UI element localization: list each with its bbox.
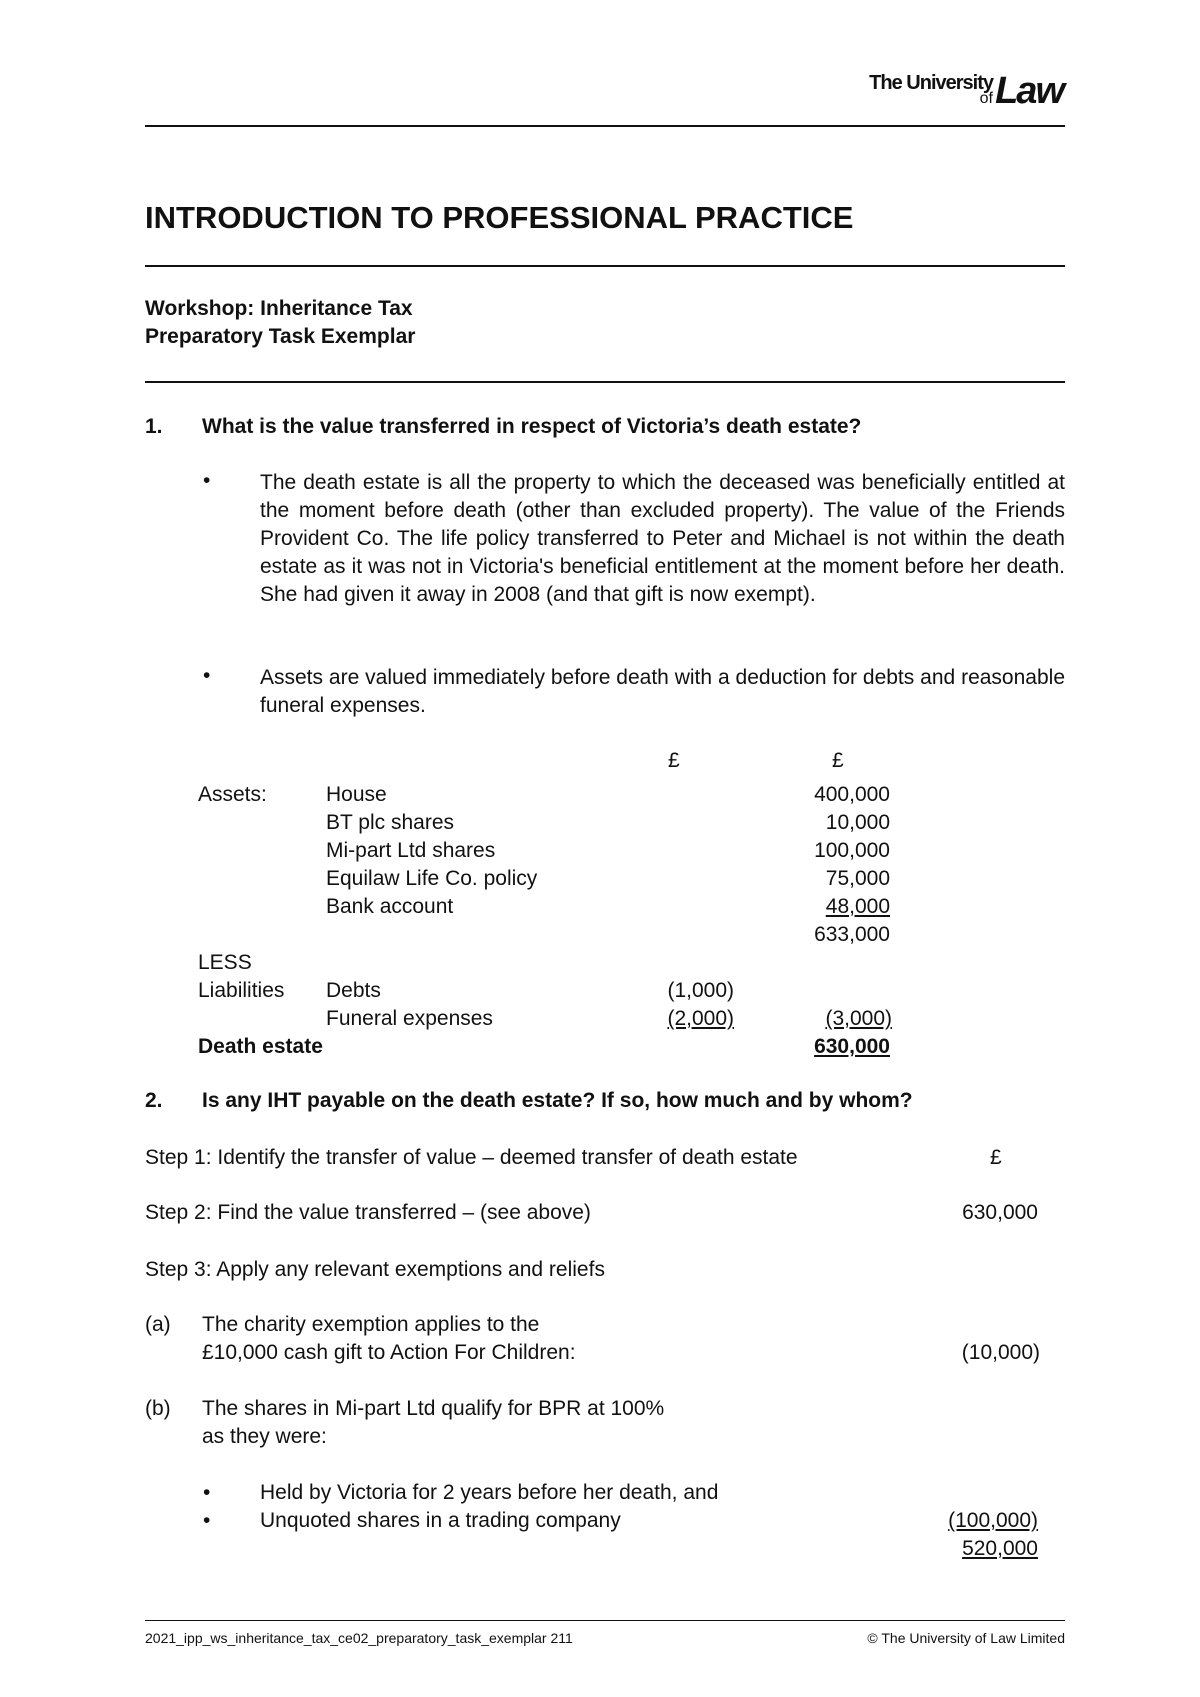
item-b-bullet-2-marker: • xyxy=(203,1509,211,1532)
funeral-label: Funeral expenses xyxy=(326,1007,493,1030)
page-title: INTRODUCTION TO PROFESSIONAL PRACTICE xyxy=(145,200,854,235)
bullet-2-marker: • xyxy=(203,664,211,687)
question-1-text: What is the value transferred in respect of Victoria’s death estate? xyxy=(202,415,862,438)
item-b-value xyxy=(880,1509,1038,1533)
asset-value-bt-shares: 10,000 xyxy=(825,811,890,834)
item-a-label: (a) xyxy=(145,1313,171,1336)
bullet-1-marker: • xyxy=(203,469,211,492)
bank-account-value-text: 48,000 xyxy=(825,895,890,918)
funeral-value-text: (2,000) xyxy=(667,1007,734,1030)
subtotal-value-text: 520,000 xyxy=(962,1537,1038,1560)
asset-name-house: House xyxy=(326,783,387,806)
assets-label: Assets: xyxy=(198,783,267,806)
footer-copyright: © The University of Law Limited xyxy=(867,1630,1065,1646)
header-rule xyxy=(145,125,1065,127)
asset-value-equilaw-policy: 75,000 xyxy=(825,867,890,890)
item-a-value: (10,000) xyxy=(961,1341,1040,1364)
assets-total: 633,000 xyxy=(814,923,890,946)
logo-line-3: Law xyxy=(995,70,1063,112)
debts-label: Debts xyxy=(326,979,381,1002)
subtitle-rule xyxy=(145,381,1065,383)
question-2-number: 2. xyxy=(145,1089,163,1112)
liabilities-label: Liabilities xyxy=(198,979,285,1002)
university-logo xyxy=(853,70,1063,120)
footer-document-code: 2021_ipp_ws_inheritance_tax_ce02_preparatory_task_exemplar 211 xyxy=(145,1630,573,1646)
item-a-line-1: The charity exemption applies to the xyxy=(202,1313,540,1336)
item-a-line-2: £10,000 cash gift to Action For Children: xyxy=(202,1341,576,1364)
title-rule xyxy=(145,265,1065,267)
logo-line-2: of xyxy=(979,90,993,107)
item-b-bullet-2-text: Unquoted shares in a trading company xyxy=(260,1509,621,1532)
liabilities-total xyxy=(740,1005,892,1033)
asset-value-bank-account xyxy=(740,893,890,921)
question-2-text: Is any IHT payable on the death estate? If so, how much and by whom? xyxy=(202,1089,913,1112)
asset-name-bt-shares: BT plc shares xyxy=(326,811,454,834)
item-b-value-text: (100,000) xyxy=(948,1509,1038,1532)
item-b-bullet-1-text: Held by Victoria for 2 years before her death, and xyxy=(260,1481,719,1504)
asset-value-mipart-shares: 100,000 xyxy=(814,839,890,862)
asset-value-house: 400,000 xyxy=(814,783,890,806)
item-b-line-1: The shares in Mi-part Ltd qualify for BPR at 100% xyxy=(202,1397,665,1420)
asset-name-equilaw-policy: Equilaw Life Co. policy xyxy=(326,867,538,890)
liabilities-total-text: (3,000) xyxy=(825,1007,892,1030)
step-3-text: Step 3: Apply any relevant exemptions and reliefs xyxy=(145,1258,605,1281)
funeral-value xyxy=(600,1005,734,1033)
subtitle-heading: Preparatory Task Exemplar xyxy=(145,325,416,348)
question-1-number: 1. xyxy=(145,415,163,438)
asset-name-mipart-shares: Mi-part Ltd shares xyxy=(326,839,496,862)
subtotal-value xyxy=(880,1537,1038,1561)
bullet-2-text: Assets are valued immediately before death with a deduction for debts and reasonable funeral expenses. xyxy=(260,666,1065,717)
workshop-heading: Workshop: Inheritance Tax xyxy=(145,297,413,320)
bullet-1-text: The death estate is all the property to which the deceased was beneficially entitled at the moment before death (other than excluded property). The value of the Friends Provident Co. The life policy transferred to Peter and Michael is not within the death estate as it was not in Victoria's beneficial entitlement at the moment before her death. She had given it away in 2008 (and that gift is now exempt). xyxy=(260,471,1065,606)
footer-rule xyxy=(145,1620,1065,1621)
step-2-text: Step 2: Find the value transferred – (see above) xyxy=(145,1201,591,1224)
death-estate-value-text: 630,000 xyxy=(814,1035,890,1058)
item-b-bullet-1-marker: • xyxy=(203,1481,211,1504)
step-2-value: 630,000 xyxy=(962,1201,1038,1224)
death-estate-value xyxy=(740,1033,890,1061)
step-1-currency: £ xyxy=(990,1146,1002,1169)
less-label: LESS xyxy=(198,951,252,974)
debts-value: (1,000) xyxy=(667,979,734,1002)
death-estate-label: Death estate xyxy=(198,1035,323,1058)
currency-col-2: £ xyxy=(832,749,844,772)
step-1-text: Step 1: Identify the transfer of value – deemed transfer of death estate xyxy=(145,1146,798,1169)
currency-col-1: £ xyxy=(668,749,680,772)
item-b-line-2: as they were: xyxy=(202,1425,327,1448)
logo-line-1: The University xyxy=(869,72,993,94)
item-b-label: (b) xyxy=(145,1397,171,1420)
asset-name-bank-account: Bank account xyxy=(326,895,454,918)
